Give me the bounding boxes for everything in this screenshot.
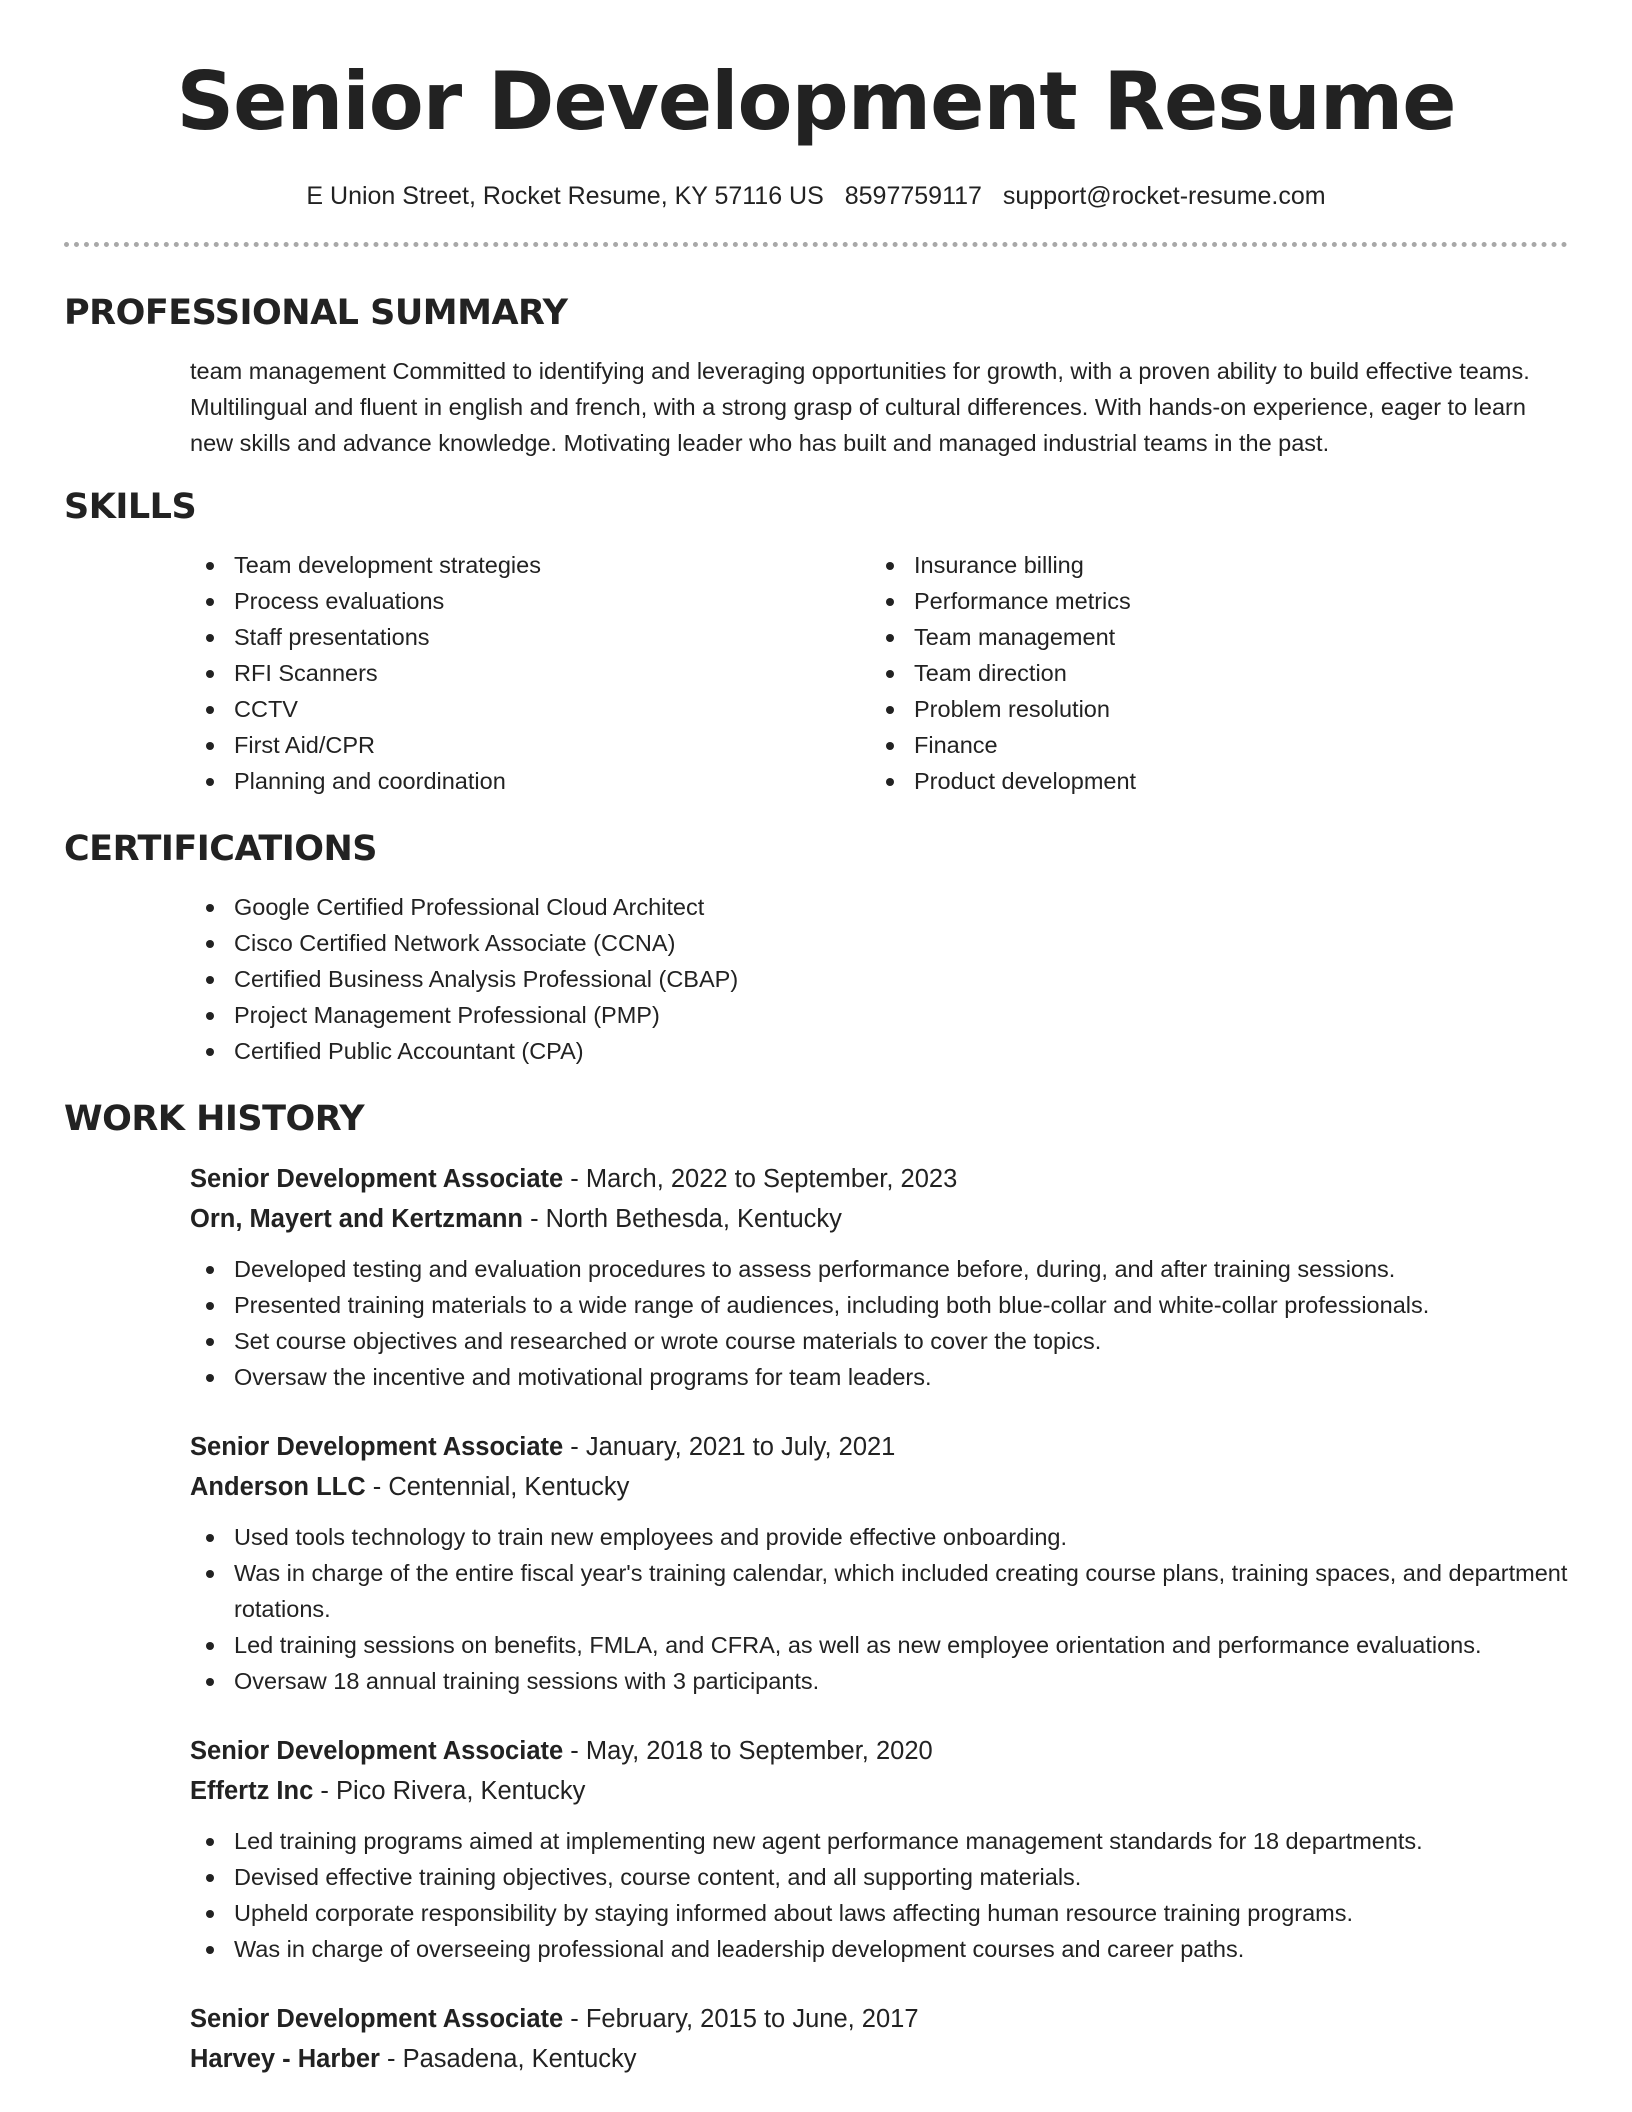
list-item: Team development strategies xyxy=(190,547,870,583)
job-bullets xyxy=(190,1251,1568,1395)
list-item: Upheld corporate responsibility by staying informed about laws affecting human resource training programs. xyxy=(190,1895,1568,1931)
job-location: - Pasadena, Kentucky xyxy=(379,2045,637,2073)
list-item: Oversaw the incentive and motivational programs for team leaders. xyxy=(190,1359,1568,1395)
job-company-line xyxy=(190,1199,1568,1239)
list-item: Devised effective training objectives, course content, and all supporting materials. xyxy=(190,1859,1568,1895)
job-role: Senior Development Associate xyxy=(190,1165,564,1193)
job-dates: - January, 2021 to July, 2021 xyxy=(563,1433,896,1461)
job-entry xyxy=(64,1731,1568,1967)
job-company: Harvey - Harber xyxy=(190,2045,380,2073)
work-history-section xyxy=(64,1097,1568,2079)
list-item: RFI Scanners xyxy=(190,655,870,691)
list-item: Google Certified Professional Cloud Architect xyxy=(190,889,1568,925)
skills-section xyxy=(64,485,1568,799)
job-entry xyxy=(64,1999,1568,2079)
list-item: Team management xyxy=(870,619,1550,655)
list-item: Product development xyxy=(870,763,1550,799)
job-title-line xyxy=(190,1159,1568,1199)
list-item: Problem resolution xyxy=(870,691,1550,727)
list-item: Staff presentations xyxy=(190,619,870,655)
skills-columns xyxy=(64,547,1568,799)
job-dates: - May, 2018 to September, 2020 xyxy=(563,1737,933,1765)
list-item: Led training programs aimed at implementing new agent performance management standards for 18 departments. xyxy=(190,1823,1568,1859)
job-company-line xyxy=(190,2039,1568,2079)
summary-text: team management Committed to identifying and leveraging opportunities for growth, with a proven ability to build effective teams. Multilingual and fluent in english and french, with a strong grasp of cultural differences. With hands-on experience, eager to learn new skills and advance knowledge. Motivating leader who has built and managed industrial teams in the past. xyxy=(190,358,1530,456)
list-item: Developed testing and evaluation procedures to assess performance before, during, and after training sessions. xyxy=(190,1251,1568,1287)
job-title-line xyxy=(190,1999,1568,2039)
job-company: Effertz Inc xyxy=(190,1777,314,1805)
job-role: Senior Development Associate xyxy=(190,2005,564,2033)
job-role: Senior Development Associate xyxy=(190,1433,564,1461)
list-item: Led training sessions on benefits, FMLA, and CFRA, as well as new employee orientation and performance evaluations. xyxy=(190,1627,1568,1663)
job-entry xyxy=(64,1159,1568,1395)
list-item: CCTV xyxy=(190,691,870,727)
contact-phone: 8597759117 xyxy=(844,182,982,210)
list-item: Presented training materials to a wide range of audiences, including both blue-collar and white-collar professionals. xyxy=(190,1287,1568,1323)
job-location: - North Bethesda, Kentucky xyxy=(522,1205,842,1233)
skills-list-left xyxy=(190,547,870,799)
list-item: Planning and coordination xyxy=(190,763,870,799)
contact-address: E Union Street, Rocket Resume, KY 57116 US xyxy=(306,182,824,210)
certifications-list xyxy=(64,889,1568,1069)
list-item: Was in charge of the entire fiscal year's training calendar, which included creating course plans, training spaces, and department rotations. xyxy=(190,1555,1568,1627)
list-item: Performance metrics xyxy=(870,583,1550,619)
list-item: Insurance billing xyxy=(870,547,1550,583)
contact-email[interactable]: support@rocket-resume.com xyxy=(1002,182,1326,210)
job-company: Orn, Mayert and Kertzmann xyxy=(190,1205,523,1233)
work-history-heading: WORK HISTORY xyxy=(64,1099,365,1139)
job-title-line xyxy=(190,1427,1568,1467)
list-item: Process evaluations xyxy=(190,583,870,619)
list-item: Certified Public Accountant (CPA) xyxy=(190,1033,1568,1069)
job-dates: - February, 2015 to June, 2017 xyxy=(563,2005,919,2033)
list-item: Oversaw 18 annual training sessions with 3 participants. xyxy=(190,1663,1568,1699)
summary-heading: PROFESSIONAL SUMMARY xyxy=(64,293,568,333)
list-item: Finance xyxy=(870,727,1550,763)
job-bullets xyxy=(190,1519,1568,1699)
list-item: First Aid/CPR xyxy=(190,727,870,763)
skills-heading: SKILLS xyxy=(64,487,197,527)
list-item: Team direction xyxy=(870,655,1550,691)
job-title-line xyxy=(190,1731,1568,1771)
certifications-section xyxy=(64,827,1568,1069)
job-company: Anderson LLC xyxy=(190,1473,366,1501)
list-item: Set course objectives and researched or wrote course materials to cover the topics. xyxy=(190,1323,1568,1359)
summary-section xyxy=(64,291,1568,461)
job-company-line xyxy=(190,1467,1568,1507)
certifications-heading: CERTIFICATIONS xyxy=(64,829,378,869)
contact-info xyxy=(64,180,1568,212)
job-location: - Pico Rivera, Kentucky xyxy=(313,1777,586,1805)
list-item: Was in charge of overseeing professional and leadership development courses and career paths. xyxy=(190,1931,1568,1967)
job-bullets xyxy=(190,1823,1568,1967)
header-divider xyxy=(64,242,1568,247)
skills-list-right xyxy=(870,547,1550,799)
job-dates: - March, 2022 to September, 2023 xyxy=(563,1165,958,1193)
resume-title: Senior Development Resume xyxy=(176,55,1456,148)
list-item: Used tools technology to train new employees and provide effective onboarding. xyxy=(190,1519,1568,1555)
job-role: Senior Development Associate xyxy=(190,1737,564,1765)
list-item: Project Management Professional (PMP) xyxy=(190,997,1568,1033)
job-entry xyxy=(64,1427,1568,1699)
job-location: - Centennial, Kentucky xyxy=(365,1473,630,1501)
job-company-line xyxy=(190,1771,1568,1811)
list-item: Certified Business Analysis Professional (CBAP) xyxy=(190,961,1568,997)
list-item: Cisco Certified Network Associate (CCNA) xyxy=(190,925,1568,961)
